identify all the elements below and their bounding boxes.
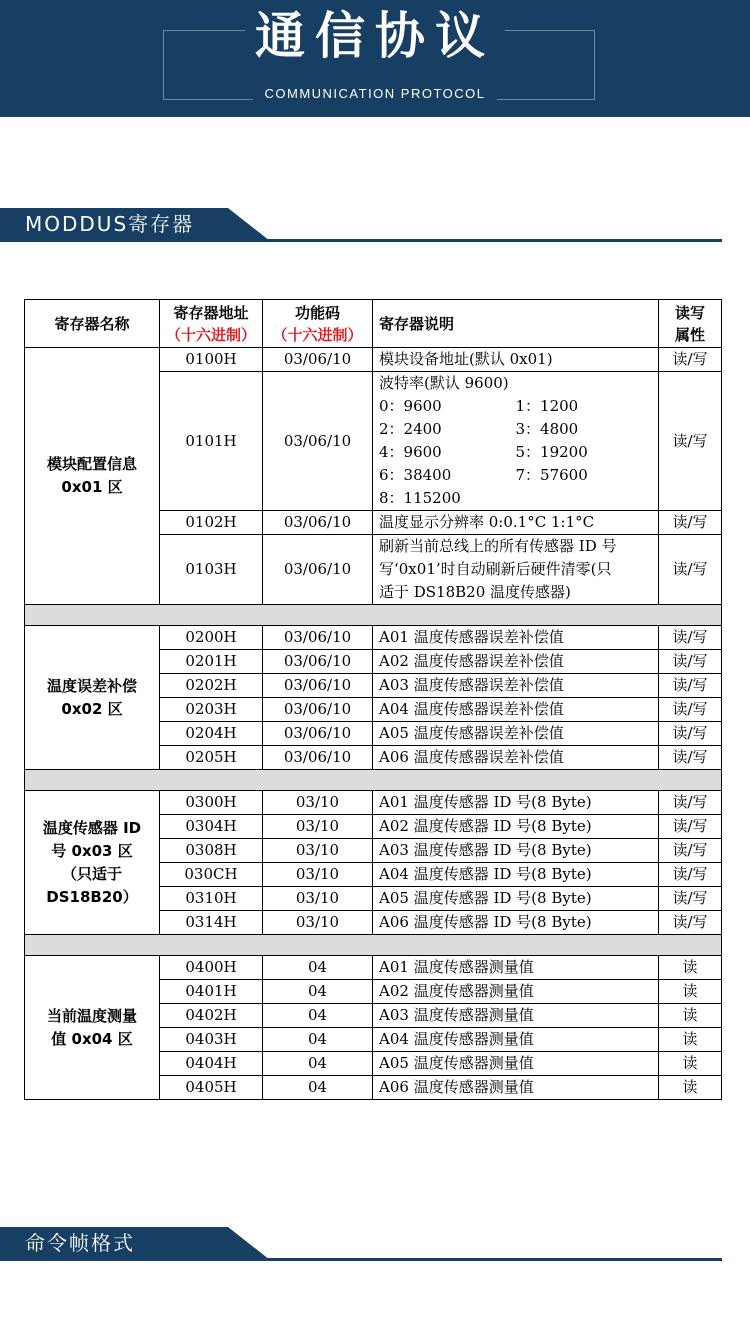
description-cell: A04 温度传感器误差补偿值	[373, 698, 659, 722]
description-cell: 温度显示分辨率 0:0.1°C 1:1°C	[373, 511, 659, 535]
address-cell: 0310H	[160, 887, 263, 911]
description-cell: A05 温度传感器误差补偿值	[373, 722, 659, 746]
address-cell: 0304H	[160, 815, 263, 839]
address-cell: 0102H	[160, 511, 263, 535]
attribute-cell: 读/写	[659, 791, 722, 815]
attribute-cell: 读	[659, 980, 722, 1004]
function-cell: 04	[263, 980, 373, 1004]
attribute-cell: 读/写	[659, 348, 722, 372]
attribute-cell: 读/写	[659, 911, 722, 935]
address-cell: 0402H	[160, 1004, 263, 1028]
baud-option: 6：38400	[379, 466, 452, 484]
address-cell: 0200H	[160, 626, 263, 650]
group-name-cell: 当前温度测量 值 0x04 区	[25, 956, 160, 1100]
description-cell	[373, 372, 659, 511]
function-cell: 03/10	[263, 791, 373, 815]
table-row	[25, 956, 722, 980]
description-cell: 模块设备地址(默认 0x01)	[373, 348, 659, 372]
address-cell: 0202H	[160, 674, 263, 698]
description-cell: A02 温度传感器测量值	[373, 980, 659, 1004]
header-function-code: 功能码 （十六进制）	[263, 300, 373, 348]
description-cell: A03 温度传感器测量值	[373, 1004, 659, 1028]
address-cell: 0204H	[160, 722, 263, 746]
function-cell: 03/10	[263, 863, 373, 887]
address-cell: 0203H	[160, 698, 263, 722]
function-cell: 04	[263, 1028, 373, 1052]
address-cell: 0404H	[160, 1052, 263, 1076]
address-cell: 0205H	[160, 746, 263, 770]
attribute-cell: 读	[659, 956, 722, 980]
description-cell: A04 温度传感器 ID 号(8 Byte)	[373, 863, 659, 887]
attribute-cell: 读/写	[659, 674, 722, 698]
group-separator	[25, 605, 722, 626]
attribute-cell: 读/写	[659, 887, 722, 911]
address-cell: 0103H	[160, 535, 263, 605]
attribute-cell: 读/写	[659, 372, 722, 511]
attribute-cell: 读/写	[659, 626, 722, 650]
section-header-modbus	[0, 208, 722, 245]
group-separator	[25, 770, 722, 791]
header-register-address: 寄存器地址 （十六进制）	[160, 300, 263, 348]
group-name-cell: 模块配置信息 0x01 区	[25, 348, 160, 605]
function-cell: 03/06/10	[263, 698, 373, 722]
header-register-name: 寄存器名称	[25, 300, 160, 348]
baud-option: 5：19200	[515, 443, 588, 461]
address-cell: 030CH	[160, 863, 263, 887]
attribute-cell: 读/写	[659, 839, 722, 863]
function-cell: 04	[263, 956, 373, 980]
baud-option: 3：4800	[515, 420, 579, 438]
description-cell: A02 温度传感器 ID 号(8 Byte)	[373, 815, 659, 839]
function-cell: 04	[263, 1052, 373, 1076]
description-cell: A01 温度传感器测量值	[373, 956, 659, 980]
function-cell: 03/06/10	[263, 626, 373, 650]
description-cell: 刷新当前总线上的所有传感器 ID 号 写‘0x01’时自动刷新后硬件清零(只 适于 DS18B20 温度传感器)	[373, 535, 659, 605]
section-header-command-frame	[0, 1227, 722, 1264]
description-cell: A01 温度传感器 ID 号(8 Byte)	[373, 791, 659, 815]
baud-option: 0：9600	[379, 397, 442, 415]
description-cell: A05 温度传感器 ID 号(8 Byte)	[373, 887, 659, 911]
header-rw-attribute: 读写 属性	[659, 300, 722, 348]
function-cell: 04	[263, 1076, 373, 1100]
attribute-cell: 读/写	[659, 698, 722, 722]
function-cell: 03/06/10	[263, 746, 373, 770]
function-cell: 04	[263, 1004, 373, 1028]
section-title: MODDUS寄存器	[25, 212, 195, 236]
attribute-cell: 读/写	[659, 511, 722, 535]
address-cell: 0401H	[160, 980, 263, 1004]
attribute-cell: 读	[659, 1028, 722, 1052]
group-separator	[25, 935, 722, 956]
group-name-cell: 温度误差补偿 0x02 区	[25, 626, 160, 770]
attribute-cell: 读/写	[659, 863, 722, 887]
table-row	[25, 626, 722, 650]
attribute-cell: 读/写	[659, 746, 722, 770]
function-cell: 03/10	[263, 839, 373, 863]
address-cell: 0100H	[160, 348, 263, 372]
function-cell: 03/10	[263, 887, 373, 911]
baud-option: 8：115200	[379, 489, 461, 507]
page-subtitle: COMMUNICATION PROTOCOL	[264, 86, 486, 101]
section-title: 命令帧格式	[25, 1231, 135, 1255]
description-cell: A02 温度传感器误差补偿值	[373, 650, 659, 674]
baud-option: 4：9600	[379, 443, 442, 461]
address-cell: 0403H	[160, 1028, 263, 1052]
attribute-cell: 读	[659, 1052, 722, 1076]
function-cell: 03/06/10	[263, 511, 373, 535]
baud-option: 7：57600	[515, 466, 588, 484]
address-cell: 0405H	[160, 1076, 263, 1100]
address-cell: 0300H	[160, 791, 263, 815]
address-cell: 0201H	[160, 650, 263, 674]
attribute-cell: 读/写	[659, 722, 722, 746]
table-row	[25, 791, 722, 815]
attribute-cell: 读/写	[659, 650, 722, 674]
description-cell: A03 温度传感器误差补偿值	[373, 674, 659, 698]
attribute-cell: 读	[659, 1076, 722, 1100]
header-description: 寄存器说明	[373, 300, 659, 348]
address-cell: 0308H	[160, 839, 263, 863]
address-cell: 0101H	[160, 372, 263, 511]
attribute-cell: 读/写	[659, 535, 722, 605]
address-cell: 0314H	[160, 911, 263, 935]
page-title: 通信协议	[255, 7, 495, 65]
address-cell: 0400H	[160, 956, 263, 980]
description-cell: A03 温度传感器 ID 号(8 Byte)	[373, 839, 659, 863]
table-header-row	[25, 300, 722, 348]
description-cell: A01 温度传感器误差补偿值	[373, 626, 659, 650]
function-cell: 03/06/10	[263, 535, 373, 605]
group-name-cell: 温度传感器 ID 号 0x03 区 （只适于 DS18B20）	[25, 791, 160, 935]
description-cell: A06 温度传感器测量值	[373, 1076, 659, 1100]
attribute-cell: 读/写	[659, 815, 722, 839]
description-cell: A04 温度传感器测量值	[373, 1028, 659, 1052]
description-cell: A06 温度传感器误差补偿值	[373, 746, 659, 770]
function-cell: 03/06/10	[263, 348, 373, 372]
attribute-cell: 读	[659, 1004, 722, 1028]
header-banner	[0, 0, 750, 117]
function-cell: 03/10	[263, 911, 373, 935]
description-cell: A06 温度传感器 ID 号(8 Byte)	[373, 911, 659, 935]
function-cell: 03/06/10	[263, 722, 373, 746]
description-cell: A05 温度传感器测量值	[373, 1052, 659, 1076]
baud-option: 1：1200	[515, 397, 579, 415]
function-cell: 03/06/10	[263, 372, 373, 511]
table-row	[25, 348, 722, 372]
baud-option: 2：2400	[379, 420, 442, 438]
function-cell: 03/06/10	[263, 650, 373, 674]
register-table	[24, 299, 722, 1100]
function-cell: 03/06/10	[263, 674, 373, 698]
baud-title: 波特率(默认 9600)	[379, 374, 509, 392]
function-cell: 03/10	[263, 815, 373, 839]
